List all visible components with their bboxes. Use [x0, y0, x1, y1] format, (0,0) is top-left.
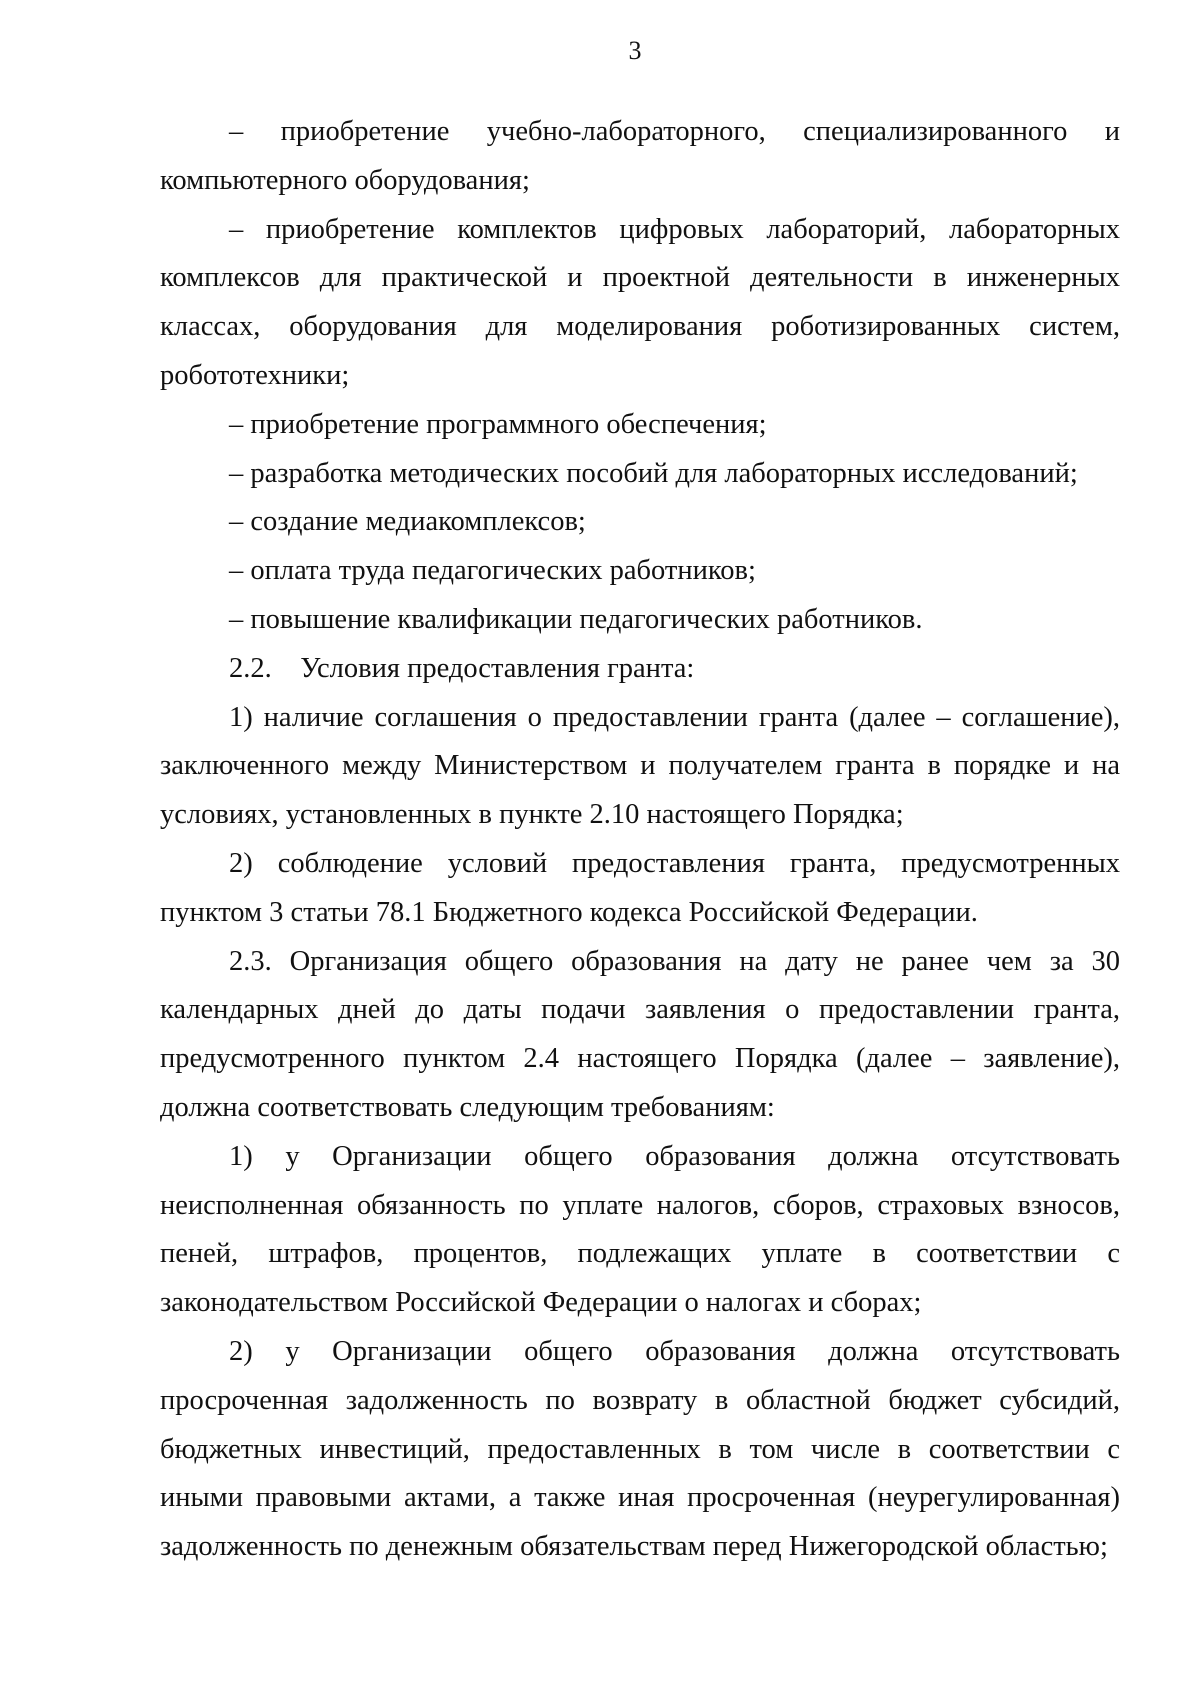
section-2-2-heading: 2.2. Условия предоставления гранта:	[229, 652, 695, 684]
paragraph-media-complexes: – создание медиакомплексов;	[229, 506, 586, 538]
paragraph-qualification: – повышение квалификации педагогических работников.	[229, 603, 923, 635]
paragraph-equipment: – приобретение учебно-лабораторного, специализированного и компьютерного оборудования;	[160, 116, 1120, 196]
paragraph-methodical-manuals: – разработка методических пособий для лабораторных исследований;	[229, 457, 1078, 489]
paragraph-digital-labs: – приобретение комплектов цифровых лабораторий, лабораторных комплексов для практической и проектной деятельности в инженерных классах, оборудования для моделирования роботизированных систем, робототехники;	[160, 213, 1120, 391]
condition-2: 2) соблюдение условий предоставления гранта, предусмотренных пунктом 3 статьи 78.1 Бюджетного кодекса Российской Федерации.	[160, 847, 1120, 928]
condition-1: 1) наличие соглашения о предоставлении гранта (далее – соглашение), заключенного между Министерством и получателем гранта в порядке и на условиях, установленных в пункте 2.10 настоящего Порядка;	[160, 701, 1120, 831]
requirement-1: 1) у Организации общего образования должна отсутствовать неисполненная обязанность по уплате налогов, сборов, страховых взносов, пеней, штрафов, процентов, подлежащих уплате в соответствии с законодательством Российской Федерации о налогах и сборах;	[160, 1140, 1120, 1319]
section-2-3: 2.3. Организация общего образования на дату не ранее чем за 30 календарных дней до даты подачи заявления о предоставлении гранта, предусмотренного пунктом 2.4 настоящего Порядка (далее – заявление), должна соответствовать следующим требованиям:	[160, 945, 1120, 1123]
page-number: 3	[628, 36, 642, 65]
paragraph-salary: – оплата труда педагогических работников;	[229, 555, 756, 587]
document-body	[160, 108, 1120, 1572]
paragraph-software: – приобретение программного обеспечения;	[229, 408, 767, 440]
requirement-2: 2) у Организации общего образования должна отсутствовать просроченная задолженность по возврату в областной бюджет субсидий, бюджетных инвестиций, предоставленных в том числе в соответствии с иными правовыми актами, а также иная просроченная (неурегулированная) задолженность по денежным обязательствам перед Нижегородской областью;	[160, 1335, 1120, 1563]
